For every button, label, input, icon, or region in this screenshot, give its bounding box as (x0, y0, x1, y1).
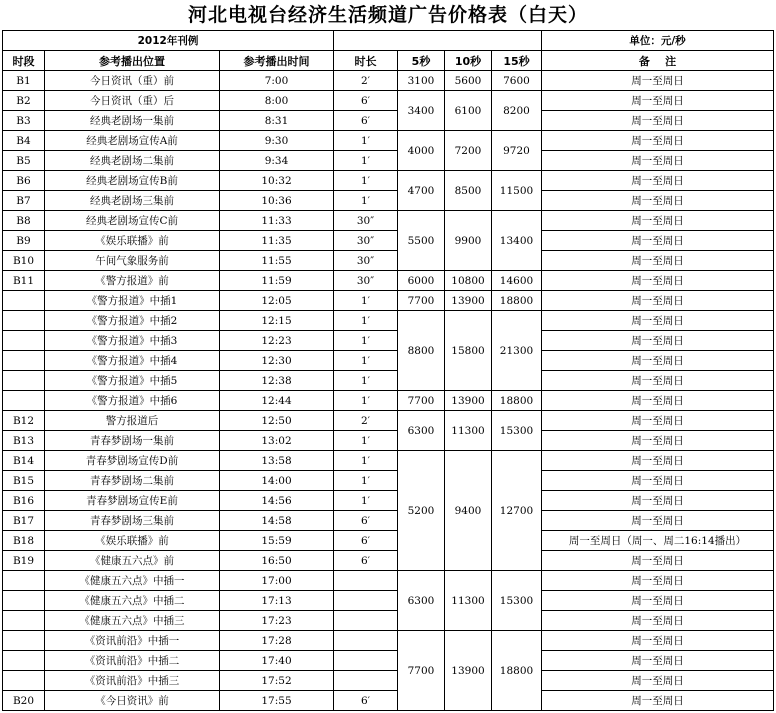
table-row (3, 551, 774, 571)
time-cell: 14:56 (220, 491, 334, 511)
table-row (3, 151, 774, 171)
price-5s-cell: 7700 (398, 391, 445, 411)
position-cell: 《资讯前沿》中插一 (45, 631, 220, 651)
time-cell: 12:23 (220, 331, 334, 351)
note-cell: 周一至周日 (542, 471, 774, 491)
duration-cell: 1′ (334, 131, 398, 151)
position-cell: 《健康五六点》中插三 (45, 611, 220, 631)
duration-cell: 2′ (334, 411, 398, 431)
note-cell: 周一至周日 (542, 231, 774, 251)
duration-cell: 6′ (334, 531, 398, 551)
slot-cell: B6 (3, 171, 45, 191)
time-cell: 7:00 (220, 71, 334, 91)
slot-cell: B1 (3, 71, 45, 91)
price-5s-cell: 8800 (398, 311, 445, 391)
table-row (3, 671, 774, 691)
note-cell: 周一至周日 (542, 111, 774, 131)
duration-cell (334, 631, 398, 651)
note-cell: 周一至周日 (542, 351, 774, 371)
duration-cell: 1′ (334, 451, 398, 471)
note-cell: 周一至周日 (542, 591, 774, 611)
position-cell: 青春梦剧场宣传D前 (45, 451, 220, 471)
time-cell: 17:40 (220, 651, 334, 671)
note-cell: 周一至周日 (542, 631, 774, 651)
duration-cell: 6′ (334, 111, 398, 131)
note-cell: 周一至周日 (542, 191, 774, 211)
note-cell: 周一至周日 (542, 671, 774, 691)
duration-cell: 6′ (334, 511, 398, 531)
slot-cell: B14 (3, 451, 45, 471)
time-cell: 12:15 (220, 311, 334, 331)
note-cell: 周一至周日 (542, 551, 774, 571)
position-cell: 《资讯前沿》中插三 (45, 671, 220, 691)
price-10s-cell: 13900 (445, 631, 492, 711)
duration-cell: 1′ (334, 151, 398, 171)
position-cell: 《警方报道》前 (45, 271, 220, 291)
table-row (3, 331, 774, 351)
note-cell: 周一至周日 (542, 311, 774, 331)
slot-cell: B11 (3, 271, 45, 291)
table-row (3, 571, 774, 591)
slot-cell: B16 (3, 491, 45, 511)
header-slot: 时段 (3, 51, 45, 71)
position-cell: 《警方报道》中插4 (45, 351, 220, 371)
header-price-5s: 5秒 (398, 51, 445, 71)
time-cell: 8:00 (220, 91, 334, 111)
position-cell: 《今日资讯》前 (45, 691, 220, 711)
note-cell: 周一至周日 (542, 411, 774, 431)
position-cell: 《健康五六点》前 (45, 551, 220, 571)
note-cell: 周一至周日 (542, 391, 774, 411)
duration-cell: 1′ (334, 431, 398, 451)
price-15s-cell: 14600 (492, 271, 542, 291)
note-cell: 周一至周日 (542, 151, 774, 171)
duration-cell: 30″ (334, 231, 398, 251)
position-cell: 经典老剧场宣传B前 (45, 171, 220, 191)
note-cell: 周一至周日 (542, 211, 774, 231)
position-cell: 《警方报道》中插6 (45, 391, 220, 411)
duration-cell: 1′ (334, 471, 398, 491)
position-cell: 经典老剧场宣传C前 (45, 211, 220, 231)
note-cell: 周一至周日 (542, 131, 774, 151)
position-cell: 《健康五六点》中插一 (45, 571, 220, 591)
note-cell: 周一至周日 (542, 371, 774, 391)
table-row (3, 71, 774, 91)
duration-cell: 30″ (334, 271, 398, 291)
table-row (3, 471, 774, 491)
position-cell: 经典老剧场宣传A前 (45, 131, 220, 151)
price-5s-cell: 4000 (398, 131, 445, 171)
table-row (3, 591, 774, 611)
time-cell: 11:59 (220, 271, 334, 291)
edition-label: 2012年刊例 (3, 31, 334, 51)
note-cell: 周一至周日 (542, 251, 774, 271)
time-cell: 15:59 (220, 531, 334, 551)
note-cell: 周一至周日 (542, 171, 774, 191)
slot-cell (3, 631, 45, 651)
slot-cell: B15 (3, 471, 45, 491)
slot-cell (3, 331, 45, 351)
price-5s-cell: 3100 (398, 71, 445, 91)
price-5s-cell: 5500 (398, 211, 445, 271)
table-row (3, 291, 774, 311)
table-row (3, 491, 774, 511)
price-15s-cell: 11500 (492, 171, 542, 211)
position-cell: 青春梦剧场二集前 (45, 471, 220, 491)
price-5s-cell: 6000 (398, 271, 445, 291)
price-10s-cell: 6100 (445, 91, 492, 131)
position-cell: 午间气象服务前 (45, 251, 220, 271)
price-10s-cell: 9400 (445, 451, 492, 571)
price-15s-cell: 15300 (492, 571, 542, 631)
duration-cell (334, 591, 398, 611)
time-cell: 17:13 (220, 591, 334, 611)
slot-cell: B8 (3, 211, 45, 231)
table-row (3, 231, 774, 251)
position-cell: 经典老剧场一集前 (45, 111, 220, 131)
slot-cell (3, 591, 45, 611)
position-cell: 警方报道后 (45, 411, 220, 431)
note-cell: 周一至周日 (542, 571, 774, 591)
table-row (3, 191, 774, 211)
time-cell: 12:44 (220, 391, 334, 411)
slot-cell: B17 (3, 511, 45, 531)
time-cell: 17:28 (220, 631, 334, 651)
time-cell: 12:05 (220, 291, 334, 311)
time-cell: 17:23 (220, 611, 334, 631)
note-cell: 周一至周日 (542, 291, 774, 311)
duration-cell: 30″ (334, 211, 398, 231)
slot-cell: B20 (3, 691, 45, 711)
price-5s-cell: 6300 (398, 411, 445, 451)
duration-cell (334, 571, 398, 591)
position-cell: 《警方报道》中插2 (45, 311, 220, 331)
price-15s-cell: 18800 (492, 291, 542, 311)
note-cell: 周一至周日 (542, 611, 774, 631)
table-row (3, 651, 774, 671)
blank-cell (334, 31, 542, 51)
price-10s-cell: 5600 (445, 71, 492, 91)
note-cell: 周一至周日 (542, 431, 774, 451)
time-cell: 9:30 (220, 131, 334, 151)
table-row (3, 371, 774, 391)
slot-cell: B7 (3, 191, 45, 211)
note-cell: 周一至周日（周一、周二16:14播出） (542, 531, 774, 551)
time-cell: 8:31 (220, 111, 334, 131)
table-row (3, 311, 774, 331)
duration-cell: 1′ (334, 171, 398, 191)
slot-cell (3, 291, 45, 311)
table-row (3, 91, 774, 111)
time-cell: 11:33 (220, 211, 334, 231)
position-cell: 今日资讯（重）前 (45, 71, 220, 91)
slot-cell (3, 391, 45, 411)
duration-cell: 1′ (334, 311, 398, 331)
slot-cell: B13 (3, 431, 45, 451)
time-cell: 14:00 (220, 471, 334, 491)
duration-cell (334, 611, 398, 631)
price-15s-cell: 13400 (492, 211, 542, 271)
time-cell: 13:02 (220, 431, 334, 451)
table-row (3, 171, 774, 191)
note-cell: 周一至周日 (542, 691, 774, 711)
time-cell: 9:34 (220, 151, 334, 171)
time-cell: 12:38 (220, 371, 334, 391)
slot-cell (3, 571, 45, 591)
time-cell: 11:35 (220, 231, 334, 251)
time-cell: 17:55 (220, 691, 334, 711)
slot-cell (3, 371, 45, 391)
slot-cell: B12 (3, 411, 45, 431)
sheet-title: 河北电视台经济生活频道广告价格表（白天） (187, 4, 588, 26)
table-row (3, 431, 774, 451)
table-row (3, 611, 774, 631)
position-cell: 青春梦剧场三集前 (45, 511, 220, 531)
position-cell: 《警方报道》中插5 (45, 371, 220, 391)
header-time: 参考播出时间 (220, 51, 334, 71)
table-row (3, 351, 774, 371)
price-table (2, 30, 774, 711)
duration-cell: 1′ (334, 191, 398, 211)
time-cell: 10:32 (220, 171, 334, 191)
price-15s-cell: 8200 (492, 91, 542, 131)
price-10s-cell: 13900 (445, 291, 492, 311)
price-15s-cell: 12700 (492, 451, 542, 571)
table-row (3, 631, 774, 651)
time-cell: 11:55 (220, 251, 334, 271)
price-10s-cell: 9900 (445, 211, 492, 271)
table-row (3, 691, 774, 711)
slot-cell: B3 (3, 111, 45, 131)
note-cell: 周一至周日 (542, 491, 774, 511)
price-10s-cell: 8500 (445, 171, 492, 211)
duration-cell (334, 671, 398, 691)
table-row (3, 211, 774, 231)
price-10s-cell: 11300 (445, 571, 492, 631)
slot-cell: B2 (3, 91, 45, 111)
time-cell: 13:58 (220, 451, 334, 471)
price-15s-cell: 18800 (492, 631, 542, 711)
unit-label: 单位：元/秒 (542, 31, 774, 51)
slot-cell (3, 611, 45, 631)
position-cell: 《资讯前沿》中插二 (45, 651, 220, 671)
note-cell: 周一至周日 (542, 651, 774, 671)
duration-cell: 2′ (334, 71, 398, 91)
position-cell: 《娱乐联播》前 (45, 531, 220, 551)
header-price-10s: 10秒 (445, 51, 492, 71)
position-cell: 《警方报道》中插3 (45, 331, 220, 351)
header-note: 备 注 (542, 51, 774, 71)
price-5s-cell: 3400 (398, 91, 445, 131)
price-15s-cell: 21300 (492, 311, 542, 391)
note-cell: 周一至周日 (542, 511, 774, 531)
duration-cell (334, 651, 398, 671)
note-cell: 周一至周日 (542, 271, 774, 291)
price-5s-cell: 5200 (398, 451, 445, 571)
duration-cell: 30″ (334, 251, 398, 271)
position-cell: 青春梦剧场一集前 (45, 431, 220, 451)
slot-cell: B9 (3, 231, 45, 251)
time-cell: 17:52 (220, 671, 334, 691)
duration-cell: 1′ (334, 291, 398, 311)
position-cell: 经典老剧场三集前 (45, 191, 220, 211)
price-10s-cell: 10800 (445, 271, 492, 291)
table-row (3, 451, 774, 471)
price-10s-cell: 15800 (445, 311, 492, 391)
table-row (3, 391, 774, 411)
price-10s-cell: 11300 (445, 411, 492, 451)
slot-cell (3, 651, 45, 671)
slot-cell (3, 311, 45, 331)
table-row (3, 271, 774, 291)
time-cell: 12:50 (220, 411, 334, 431)
duration-cell: 1′ (334, 351, 398, 371)
table-row (3, 531, 774, 551)
slot-cell: B18 (3, 531, 45, 551)
price-5s-cell: 4700 (398, 171, 445, 211)
position-cell: 今日资讯（重）后 (45, 91, 220, 111)
table-row (3, 411, 774, 431)
time-cell: 10:36 (220, 191, 334, 211)
time-cell: 14:58 (220, 511, 334, 531)
position-cell: 《健康五六点》中插二 (45, 591, 220, 611)
time-cell: 16:50 (220, 551, 334, 571)
note-cell: 周一至周日 (542, 91, 774, 111)
table-row (3, 251, 774, 271)
position-cell: 《警方报道》中插1 (45, 291, 220, 311)
price-15s-cell: 7600 (492, 71, 542, 91)
header-price-15s: 15秒 (492, 51, 542, 71)
table-row (3, 131, 774, 151)
header-row (3, 51, 774, 71)
slot-cell (3, 351, 45, 371)
slot-cell: B4 (3, 131, 45, 151)
slot-cell: B10 (3, 251, 45, 271)
table-row (3, 511, 774, 531)
position-cell: 经典老剧场二集前 (45, 151, 220, 171)
price-5s-cell: 7700 (398, 291, 445, 311)
time-cell: 17:00 (220, 571, 334, 591)
price-10s-cell: 7200 (445, 131, 492, 171)
note-cell: 周一至周日 (542, 331, 774, 351)
slot-cell: B19 (3, 551, 45, 571)
note-cell: 周一至周日 (542, 451, 774, 471)
price-5s-cell: 7700 (398, 631, 445, 711)
duration-cell: 6′ (334, 691, 398, 711)
price-15s-cell: 15300 (492, 411, 542, 451)
duration-cell: 1′ (334, 391, 398, 411)
position-cell: 青春梦剧场宣传E前 (45, 491, 220, 511)
subtitle-row (3, 31, 774, 51)
header-duration: 时长 (334, 51, 398, 71)
time-cell: 12:30 (220, 351, 334, 371)
duration-cell: 1′ (334, 491, 398, 511)
price-15s-cell: 18800 (492, 391, 542, 411)
slot-cell: B5 (3, 151, 45, 171)
position-cell: 《娱乐联播》前 (45, 231, 220, 251)
duration-cell: 1′ (334, 331, 398, 351)
slot-cell (3, 671, 45, 691)
table-row (3, 111, 774, 131)
duration-cell: 6′ (334, 551, 398, 571)
header-position: 参考播出位置 (45, 51, 220, 71)
price-5s-cell: 6300 (398, 571, 445, 631)
duration-cell: 6′ (334, 91, 398, 111)
price-10s-cell: 13900 (445, 391, 492, 411)
duration-cell: 1′ (334, 371, 398, 391)
price-15s-cell: 9720 (492, 131, 542, 171)
note-cell: 周一至周日 (542, 71, 774, 91)
